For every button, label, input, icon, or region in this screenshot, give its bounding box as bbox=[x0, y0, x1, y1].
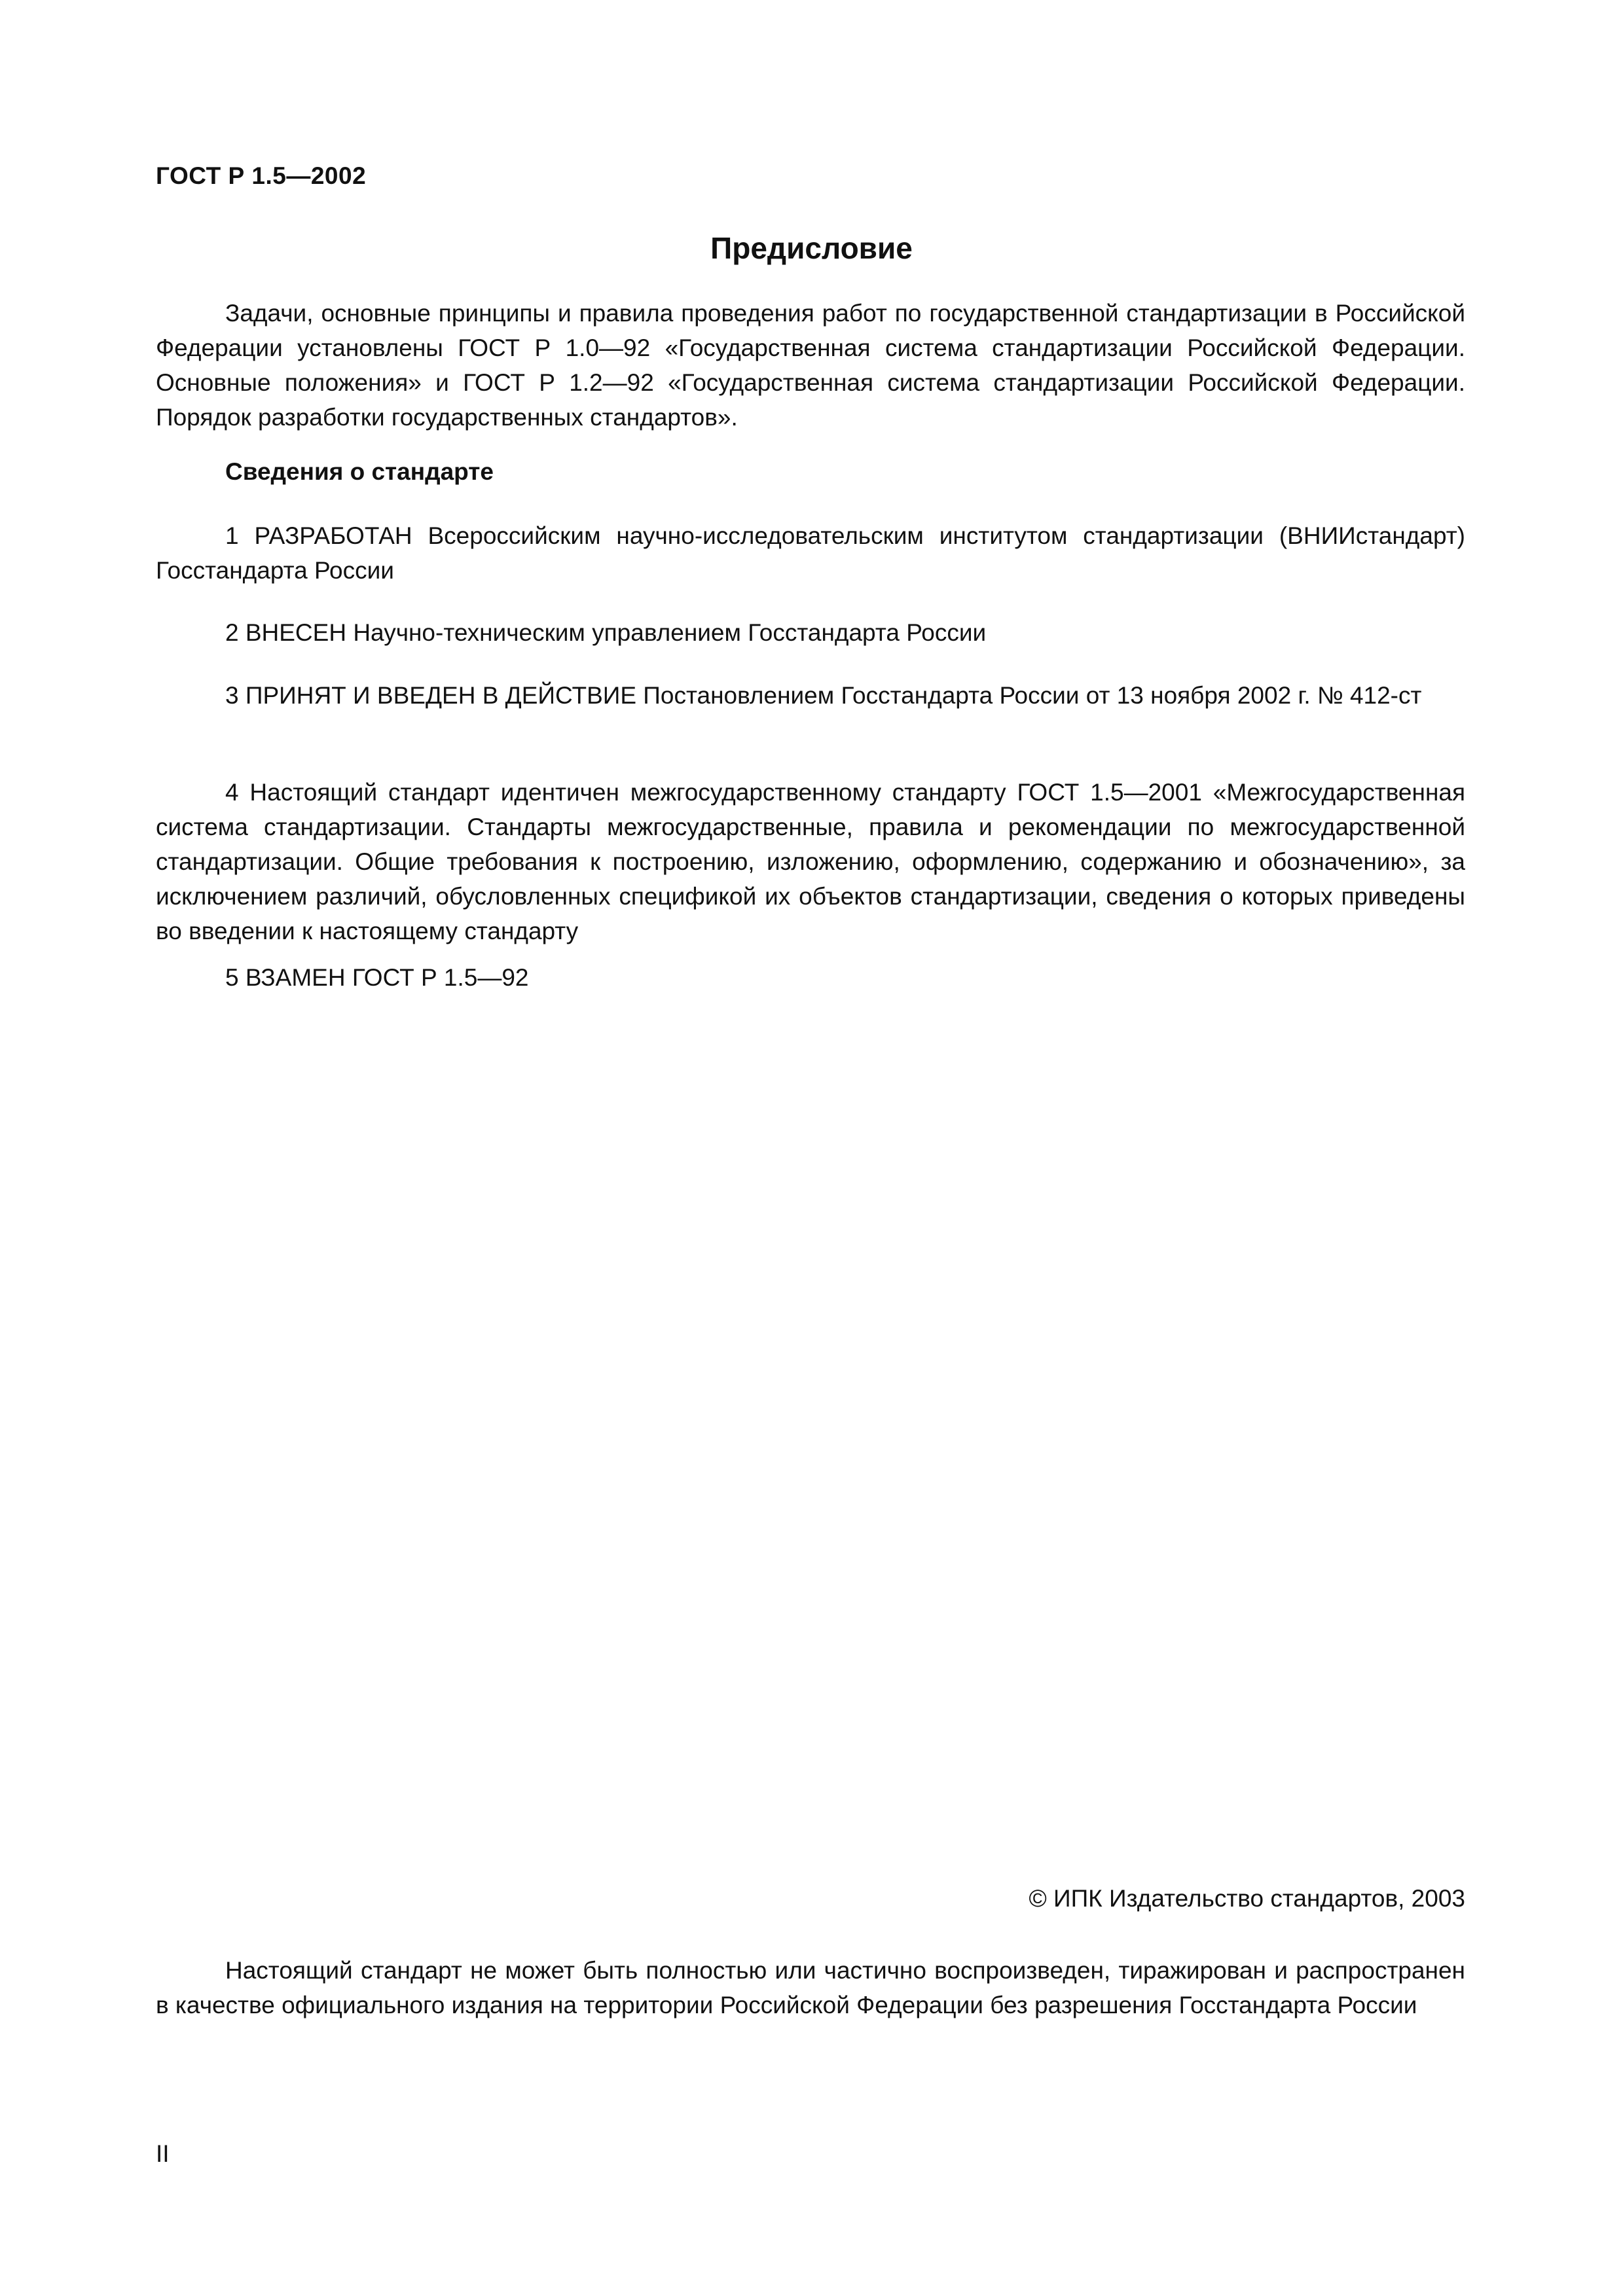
section-heading: Сведения о стандарте bbox=[225, 458, 494, 485]
list-item: 5 ВЗАМЕН ГОСТ Р 1.5—92 bbox=[225, 964, 529, 991]
list-item: 2 ВНЕСЕН Научно-техническим управлением Госстандарта России bbox=[225, 619, 987, 646]
list-item: 3 ПРИНЯТ И ВВЕДЕН В ДЕЙСТВИЕ Постановлением Госстандарта России от 13 ноября 2002 г. № 412-ст bbox=[225, 682, 1422, 709]
intro-paragraph: Задачи, основные принципы и правила проведения работ по государственной стандартизации в Российской Федерации установлены ГОСТ Р 1.0—92 «Государственная система стандартизации Российской Федерации. Основные положения» и ГОСТ Р 1.2—92 «Государственная система стандартизации Российской Федерации. Порядок разработки государственных стандартов». bbox=[156, 300, 1465, 431]
list-item: 1 РАЗРАБОТАН Всероссийским научно-исследовательским институтом стандартизации (ВНИИстандарт) Госстандарта России bbox=[156, 522, 1465, 584]
document-code: ГОСТ Р 1.5—2002 bbox=[156, 162, 367, 189]
page-number: II bbox=[156, 2140, 170, 2167]
reproduction-notice: Настоящий стандарт не может быть полностью или частично воспроизведен, тиражирован и распространен в качестве официального издания на территории Российской Федерации без разрешения Госстандарта России bbox=[156, 1957, 1465, 2018]
list-item: 4 Настоящий стандарт идентичен межгосударственному стандарту ГОСТ 1.5—2001 «Межгосударственная система стандартизации. Стандарты межгосударственные, правила и рекомендации по межгосударственной стандартизации. Общие требования к построению, изложению, оформлению, содержанию и обозначению», за исключением различий, обусловленных спецификой их объектов стандартизации, сведения о которых приведены во введении к настоящему стандарту bbox=[156, 779, 1465, 944]
copyright-line: © ИПК Издательство стандартов, 2003 bbox=[1029, 1885, 1465, 1912]
page-title: Предисловие bbox=[710, 231, 913, 265]
